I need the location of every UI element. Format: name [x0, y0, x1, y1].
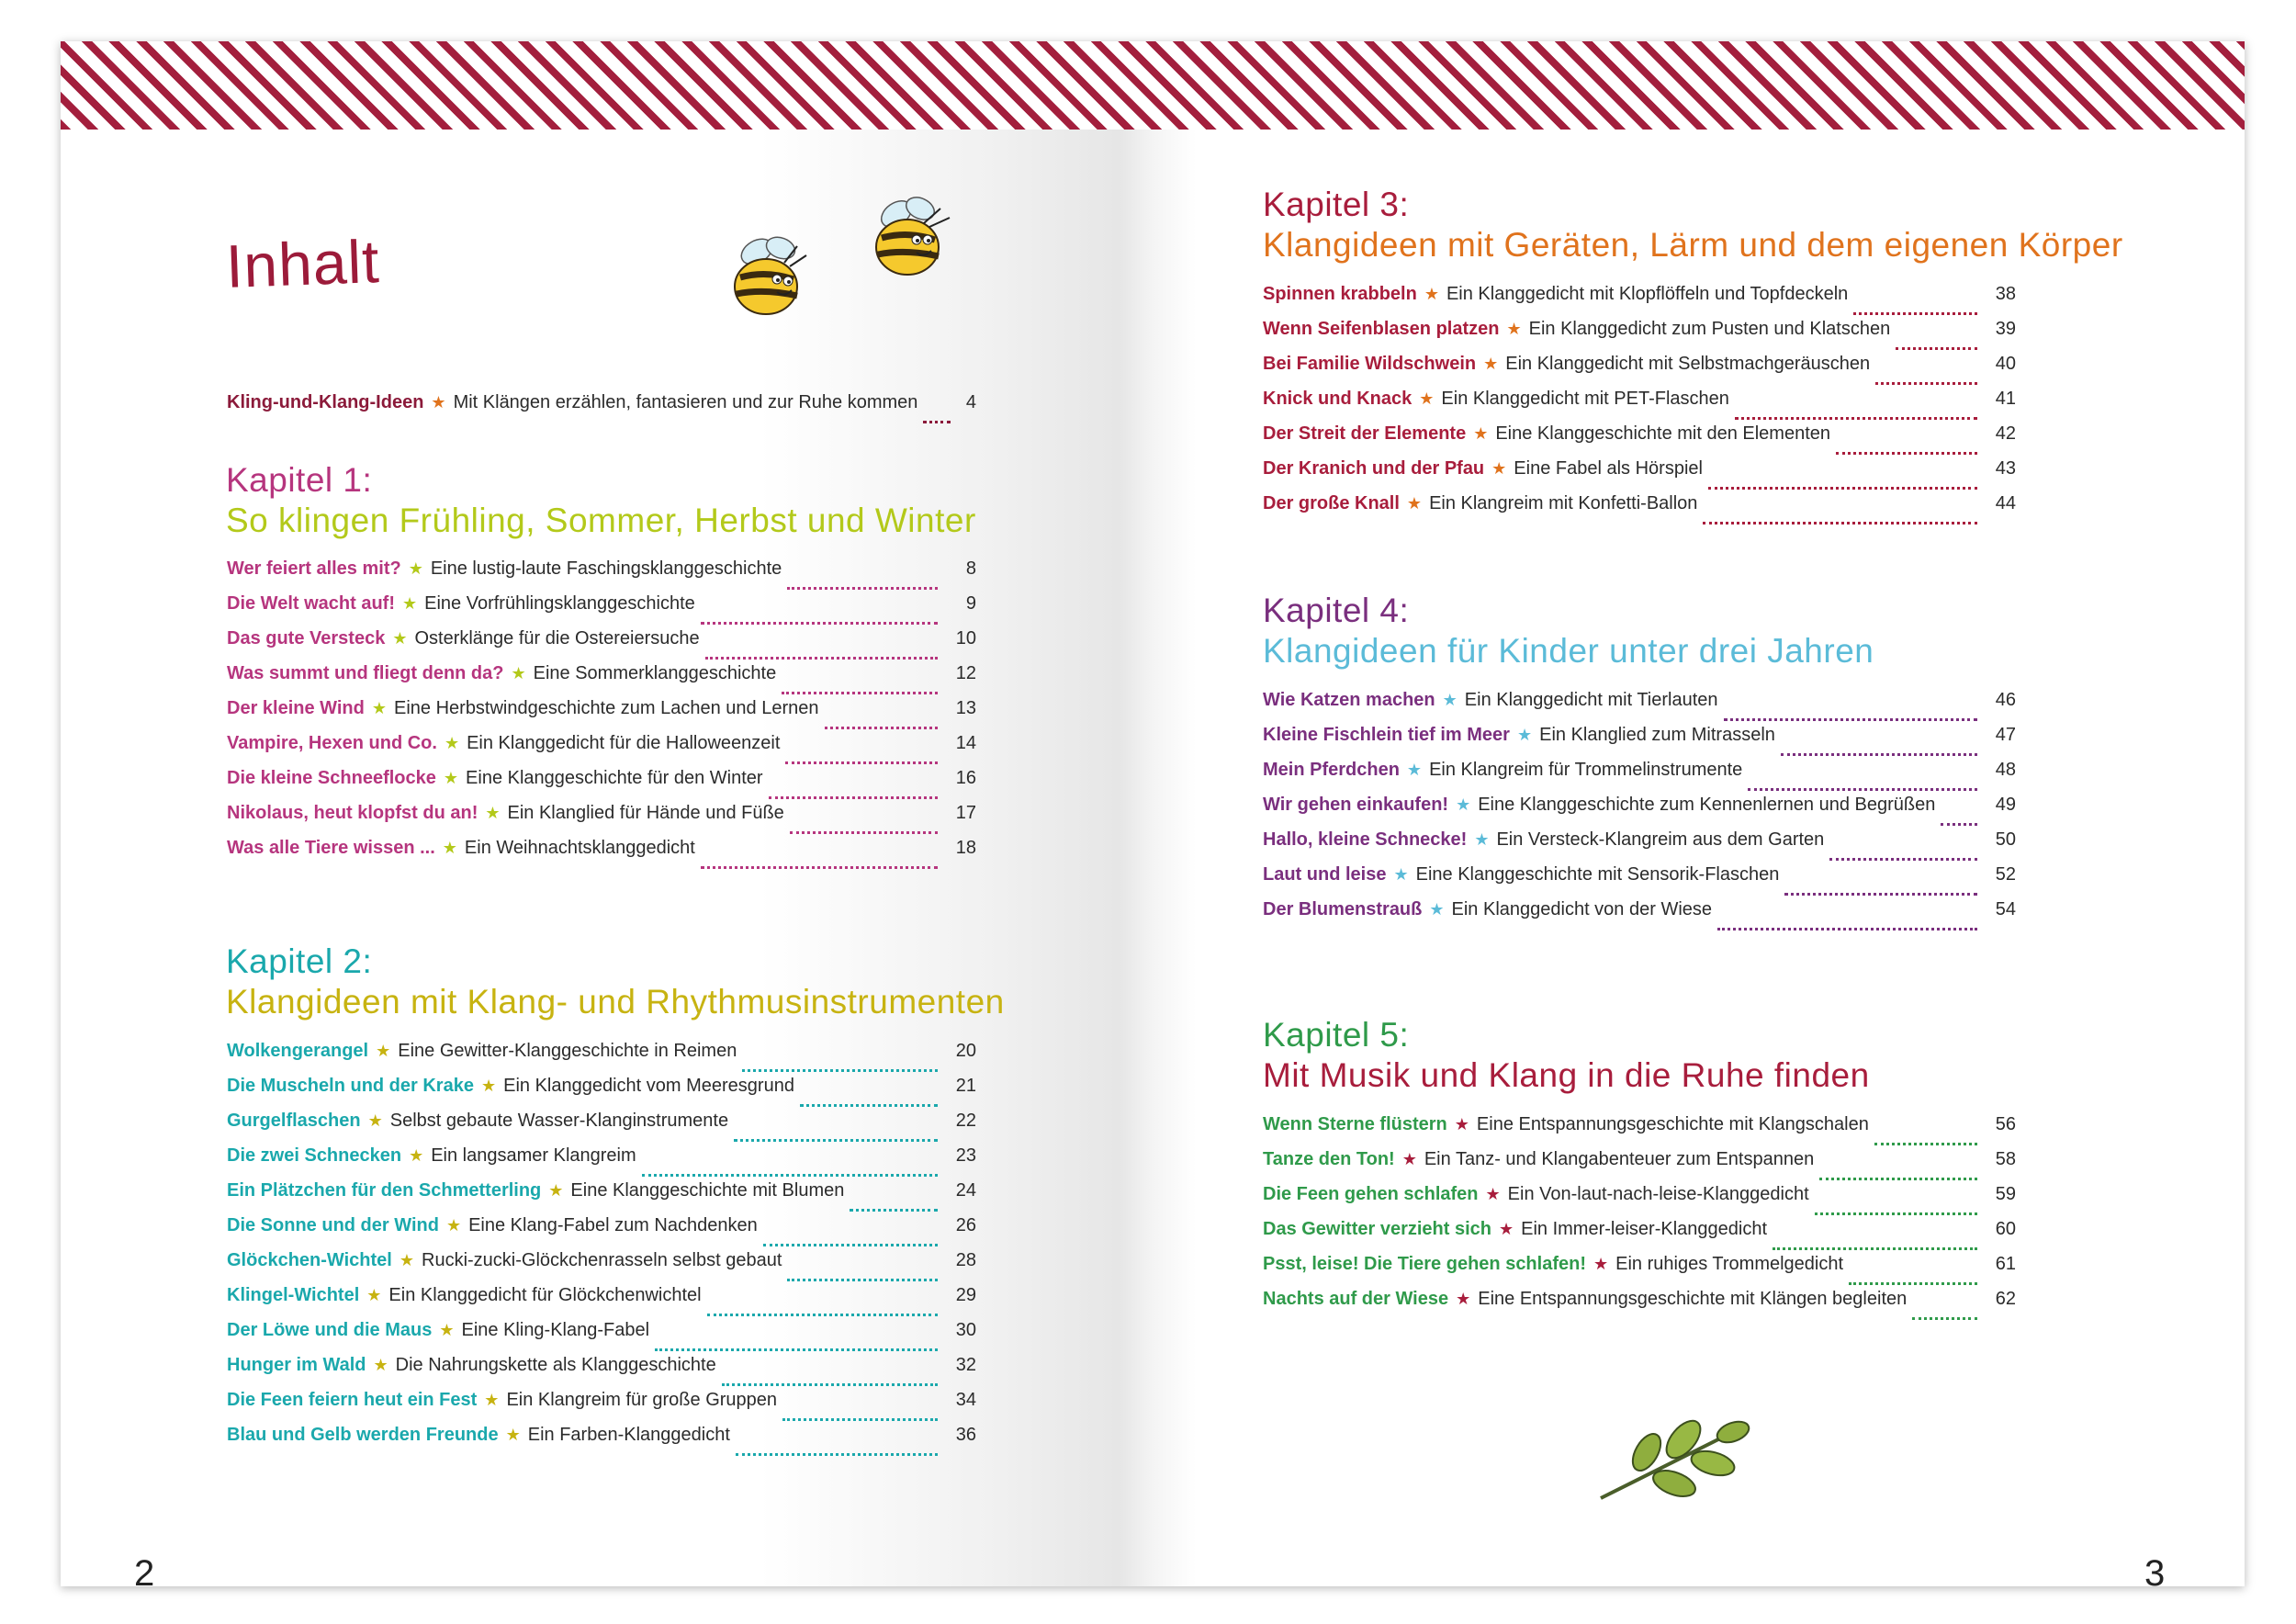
dot-leader — [790, 831, 938, 834]
dot-leader — [742, 1069, 938, 1072]
toc-entry[interactable] — [227, 1250, 976, 1285]
dot-leader — [1724, 718, 1977, 721]
entry-title: Tanze den Ton! — [1263, 1149, 1395, 1169]
entry-description: Ein Klanggedicht für die Halloweenzeit — [467, 733, 781, 753]
entry-page: 13 — [955, 698, 976, 718]
entry-page: 39 — [1995, 319, 2016, 339]
toc-entry[interactable] — [227, 558, 976, 593]
star-icon: ★ — [1483, 355, 1499, 373]
entry-page: 30 — [955, 1320, 976, 1340]
star-icon: ★ — [505, 1426, 521, 1444]
dot-leader — [642, 1174, 938, 1177]
dot-leader — [655, 1348, 938, 1351]
toc-entry[interactable] — [1263, 458, 2016, 493]
toc-entry[interactable] — [1263, 1254, 2016, 1289]
page-number: 3 — [2144, 1553, 2166, 1586]
entry-description: Eine Klanggeschichte mit Blumen — [570, 1180, 845, 1201]
star-icon: ★ — [402, 594, 418, 613]
toc-entry[interactable] — [1263, 354, 2016, 389]
dot-leader — [1875, 382, 1977, 385]
entry-page: 52 — [1995, 864, 2016, 885]
entry-description: Eine Fabel als Hörspiel — [1514, 458, 1703, 479]
entry-page: 38 — [1995, 284, 2016, 304]
right-page — [1153, 130, 2245, 1586]
entry-page: 8 — [965, 558, 976, 579]
entry-title: Der Kranich und der Pfau — [1263, 458, 1485, 479]
entry-page: 43 — [1995, 458, 2016, 479]
dot-leader — [1781, 753, 1977, 756]
entry-page: 23 — [955, 1145, 976, 1166]
entry-page: 16 — [955, 768, 976, 788]
entry-title: Wie Katzen machen — [1263, 690, 1435, 710]
chapter-label: Kapitel 1: — [226, 461, 373, 499]
toc-entry[interactable] — [227, 1145, 976, 1180]
toc-entry[interactable] — [227, 1180, 976, 1215]
chapter-title: Klangideen mit Klang- und Rhythmusinstrumenten — [226, 983, 1005, 1021]
entry-page: 18 — [955, 838, 976, 858]
entry-description: Eine Gewitter-Klanggeschichte in Reimen — [398, 1041, 737, 1061]
entry-page: 9 — [965, 593, 976, 614]
star-icon: ★ — [1456, 795, 1471, 814]
entry-page: 49 — [1995, 795, 2016, 815]
entry-description: Selbst gebaute Wasser-Klanginstrumente — [389, 1111, 729, 1131]
star-icon: ★ — [1506, 320, 1522, 338]
entry-description: Eine Klanggeschichte mit Sensorik-Flaschen — [1415, 864, 1780, 885]
entry-page: 48 — [1995, 760, 2016, 780]
star-icon: ★ — [1516, 726, 1533, 744]
entry-description: Eine Klanggeschichte mit den Elementen — [1495, 423, 1831, 444]
star-icon: ★ — [548, 1181, 564, 1200]
entry-page: 24 — [955, 1180, 976, 1201]
entry-page: 12 — [955, 663, 976, 683]
dot-leader — [1849, 1282, 1977, 1285]
entry-page: 34 — [955, 1390, 976, 1410]
dot-leader — [785, 761, 938, 764]
star-icon: ★ — [366, 1286, 382, 1304]
dot-leader — [763, 1244, 938, 1246]
dot-leader — [825, 727, 938, 729]
dot-leader — [736, 1453, 938, 1456]
chapter-title: Klangideen für Kinder unter drei Jahren — [1263, 632, 1874, 670]
entry-page: 58 — [1995, 1149, 2016, 1169]
toc-entry[interactable] — [227, 1285, 976, 1320]
dot-leader — [1874, 1143, 1977, 1145]
entry-title: Nikolaus, heut klopfst du an! — [227, 803, 478, 823]
entry-page: 17 — [955, 803, 976, 823]
entry-description: Ein Klanggedicht mit Klopflöffeln und Topfdeckeln — [1446, 284, 1849, 304]
entry-page: 61 — [1995, 1254, 2016, 1274]
entry-description: Eine Klang-Fabel zum Nachdenken — [468, 1215, 758, 1235]
entry-title: Der Blumenstrauß — [1263, 899, 1423, 919]
entry-title: Hunger im Wald — [227, 1355, 366, 1375]
chapter-title: Mit Musik und Klang in die Ruhe finden — [1263, 1056, 1870, 1094]
dot-leader — [1717, 928, 1977, 930]
entry-title: Gurgelflaschen — [227, 1111, 361, 1131]
chapter-title: So klingen Frühling, Sommer, Herbst und Winter — [226, 502, 976, 539]
entry-description: Eine Kling-Klang-Fabel — [461, 1320, 650, 1340]
star-icon: ★ — [1491, 459, 1507, 478]
star-icon: ★ — [445, 1216, 462, 1235]
star-icon: ★ — [409, 1146, 424, 1165]
dot-leader — [707, 1314, 938, 1316]
entry-page: 50 — [1995, 829, 2016, 850]
toc-entry[interactable] — [1263, 864, 2016, 899]
entry-description: Eine Herbstwindgeschichte zum Lachen und Lernen — [394, 698, 819, 718]
entry-description: Mit Klängen erzählen, fantasieren und zur Ruhe kommen — [453, 392, 918, 412]
entry-page: 41 — [1995, 389, 2016, 409]
entry-page: 4 — [965, 392, 976, 412]
chapter-label: Kapitel 4: — [1263, 592, 1410, 629]
entry-page: 42 — [1995, 423, 2016, 444]
dot-leader — [701, 866, 938, 869]
entry-page: 60 — [1995, 1219, 2016, 1239]
page-number: 2 — [134, 1553, 155, 1586]
entry-title: Hallo, kleine Schnecke! — [1263, 829, 1468, 850]
toc-entry[interactable] — [1263, 725, 2016, 760]
bee-illustration — [861, 186, 962, 288]
chapter-2-heading — [226, 942, 1005, 1022]
dot-leader — [923, 421, 951, 423]
entry-title: Die Muscheln und der Krake — [227, 1076, 474, 1096]
toc-entry[interactable] — [227, 733, 976, 768]
star-icon: ★ — [1485, 1185, 1501, 1203]
entry-description: Ein Klangreim für Trommelinstrumente — [1429, 760, 1743, 780]
dot-leader — [734, 1139, 938, 1142]
star-icon: ★ — [444, 734, 460, 752]
entry-title: Blau und Gelb werden Freunde — [227, 1425, 499, 1445]
toc-entry[interactable] — [1263, 493, 2016, 528]
chapter-1-heading — [226, 460, 976, 541]
entry-title: Wenn Seifenblasen platzen — [1263, 319, 1500, 339]
entry-page: 36 — [955, 1425, 976, 1445]
entry-page: 44 — [1995, 493, 2016, 513]
toc-entry[interactable] — [227, 1111, 976, 1145]
entry-page: 26 — [955, 1215, 976, 1235]
toc-entry[interactable] — [1263, 899, 2016, 934]
star-icon: ★ — [392, 629, 408, 648]
star-icon: ★ — [439, 1321, 455, 1339]
star-icon: ★ — [408, 559, 423, 578]
star-icon: ★ — [367, 1111, 383, 1130]
leaf-illustration — [1592, 1406, 1757, 1507]
entry-description: Osterklänge für die Ostereiersuche — [414, 628, 700, 648]
dot-leader — [1912, 1317, 1977, 1320]
entry-title: Was summt und fliegt denn da? — [227, 663, 504, 683]
toc-entry[interactable] — [227, 663, 976, 698]
entry-title: Mein Pferdchen — [1263, 760, 1400, 780]
toc-entry[interactable] — [1263, 795, 2016, 829]
star-icon: ★ — [1393, 865, 1409, 884]
toc-entry[interactable] — [227, 1425, 976, 1460]
toc-entry[interactable] — [227, 698, 976, 733]
toc-entry[interactable] — [1263, 389, 2016, 423]
entry-title: Bei Familie Wildschwein — [1263, 354, 1477, 374]
toc-entry[interactable] — [1263, 1184, 2016, 1219]
toc-entry[interactable] — [1263, 690, 2016, 725]
left-page — [61, 130, 1153, 1586]
entry-description: Ein Klanggedicht mit Tierlauten — [1464, 690, 1718, 710]
dot-leader — [769, 796, 938, 799]
entry-title: Wenn Sterne flüstern — [1263, 1114, 1447, 1134]
star-icon: ★ — [399, 1251, 414, 1269]
dot-leader — [787, 1279, 938, 1281]
entry-title: Kleine Fischlein tief im Meer — [1263, 725, 1510, 745]
star-icon: ★ — [1406, 494, 1423, 513]
toc-entry[interactable] — [227, 1041, 976, 1076]
dot-leader — [1703, 522, 1977, 524]
chapter-4-list — [1263, 690, 2016, 934]
entry-page: 14 — [955, 733, 976, 753]
entry-description: Eine Klanggeschichte zum Kennenlernen und Begrüßen — [1478, 795, 1936, 815]
entry-title: Der Löwe und die Maus — [227, 1320, 433, 1340]
entry-description: Ein Immer-leiser-Klanggedicht — [1521, 1219, 1768, 1239]
star-icon: ★ — [373, 1356, 388, 1374]
entry-title: Die kleine Schneeflocke — [227, 768, 436, 788]
entry-description: Eine Vorfrühlingsklanggeschichte — [424, 593, 695, 614]
entry-page: 62 — [1995, 1289, 2016, 1309]
entry-description: Eine lustig-laute Faschingsklanggeschichte — [430, 558, 782, 579]
toc-entry[interactable] — [1263, 319, 2016, 354]
star-icon: ★ — [1406, 761, 1423, 779]
book-spread — [61, 41, 2245, 1586]
entry-title: Die zwei Schnecken — [227, 1145, 402, 1166]
entry-page: 21 — [955, 1076, 976, 1096]
entry-description: Ein Klanggedicht mit Selbstmachgeräuschen — [1505, 354, 1871, 374]
entry-title: Der kleine Wind — [227, 698, 365, 718]
toc-entry[interactable] — [1263, 1219, 2016, 1254]
toc-entry[interactable] — [227, 803, 976, 838]
entry-title: Der Streit der Elemente — [1263, 423, 1467, 444]
toc-entry[interactable] — [227, 1355, 976, 1390]
chapter-label: Kapitel 2: — [226, 942, 373, 980]
entry-description: Die Nahrungskette als Klanggeschichte — [395, 1355, 716, 1375]
chapter-1-list — [227, 558, 976, 873]
entry-page: 46 — [1995, 690, 2016, 710]
chapter-label: Kapitel 3: — [1263, 186, 1410, 223]
entry-description: Ein Tanz- und Klangabenteuer zum Entspannen — [1424, 1149, 1815, 1169]
entry-description: Ein Klangreim mit Konfetti-Ballon — [1429, 493, 1698, 513]
entry-page: 28 — [955, 1250, 976, 1270]
toc-entry[interactable] — [1263, 1149, 2016, 1184]
entry-page: 20 — [955, 1041, 976, 1061]
star-icon: ★ — [485, 804, 501, 822]
dot-leader — [722, 1383, 938, 1386]
toc-entry[interactable] — [1263, 1114, 2016, 1149]
intro-list — [227, 392, 976, 427]
toc-entry[interactable] — [1263, 829, 2016, 864]
dot-leader — [1784, 893, 1977, 896]
star-icon: ★ — [1419, 389, 1435, 408]
chapter-4-heading — [1263, 591, 1874, 671]
star-icon: ★ — [431, 393, 446, 412]
entry-title: Knick und Knack — [1263, 389, 1412, 409]
entry-title: Psst, leise! Die Tiere gehen schlafen! — [1263, 1254, 1586, 1274]
dot-leader — [701, 622, 938, 625]
entry-title: Die Welt wacht auf! — [227, 593, 395, 614]
chapter-3-list — [1263, 284, 2016, 528]
star-icon: ★ — [1454, 1115, 1469, 1133]
star-icon: ★ — [371, 699, 387, 717]
entry-title: Der große Knall — [1263, 493, 1400, 513]
entry-page: 59 — [1995, 1184, 2016, 1204]
entry-page: 40 — [1995, 354, 2016, 374]
page-title: Inhalt — [224, 227, 381, 300]
star-icon: ★ — [480, 1077, 497, 1095]
toc-entry[interactable] — [227, 1390, 976, 1425]
entry-title: Das Gewitter verzieht sich — [1263, 1219, 1491, 1239]
entry-description: Ein Klanggedicht von der Wiese — [1451, 899, 1713, 919]
entry-page: 32 — [955, 1355, 976, 1375]
dot-leader — [1941, 823, 1977, 826]
entry-title: Wer feiert alles mit? — [227, 558, 401, 579]
star-icon: ★ — [1456, 1290, 1471, 1308]
toc-entry[interactable] — [1263, 423, 2016, 458]
star-icon: ★ — [442, 839, 457, 857]
dot-leader — [1773, 1247, 1977, 1250]
entry-page: 54 — [1995, 899, 2016, 919]
entry-page: 47 — [1995, 725, 2016, 745]
chapter-3-heading — [1263, 185, 2123, 265]
entry-description: Ein Klangreim für große Gruppen — [506, 1390, 778, 1410]
chapter-5-heading — [1263, 1015, 1870, 1096]
star-icon: ★ — [484, 1391, 500, 1409]
toc-entry[interactable] — [1263, 284, 2016, 319]
entry-title: Das gute Versteck — [227, 628, 386, 648]
chapter-label: Kapitel 5: — [1263, 1016, 1410, 1054]
dot-leader — [787, 587, 938, 590]
star-icon: ★ — [1424, 285, 1439, 303]
star-icon: ★ — [1474, 830, 1490, 849]
entry-title: Kling-und-Klang-Ideen — [227, 392, 424, 412]
dot-leader — [1748, 788, 1977, 791]
entry-description: Ein Von-laut-nach-leise-Klanggedicht — [1507, 1184, 1809, 1204]
entry-title: Laut und leise — [1263, 864, 1387, 885]
entry-title: Wolkengerangel — [227, 1041, 369, 1061]
entry-description: Ein Klanglied für Hände und Füße — [507, 803, 784, 823]
toc-entry[interactable] — [227, 1320, 976, 1355]
entry-title: Wir gehen einkaufen! — [1263, 795, 1449, 815]
star-icon: ★ — [443, 769, 459, 787]
dot-leader — [1853, 312, 1977, 315]
star-icon: ★ — [376, 1042, 391, 1060]
toc-entry[interactable] — [1263, 760, 2016, 795]
bee-illustration — [720, 226, 821, 327]
entry-description: Ein ruhiges Trommelgedicht — [1615, 1254, 1844, 1274]
entry-title: Die Feen gehen schlafen — [1263, 1184, 1479, 1204]
dot-leader — [1815, 1212, 1977, 1215]
entry-description: Ein Klanggedicht für Glöckchenwichtel — [388, 1285, 702, 1305]
star-icon: ★ — [1401, 1150, 1417, 1168]
star-icon: ★ — [1498, 1220, 1514, 1238]
dot-leader — [782, 692, 938, 694]
entry-description: Eine Klanggeschichte für den Winter — [466, 768, 763, 788]
entry-description: Ein Weihnachtsklanggedicht — [464, 838, 695, 858]
dot-leader — [782, 1418, 938, 1421]
entry-description: Ein Klanglied zum Mitrasseln — [1539, 725, 1775, 745]
star-icon: ★ — [1593, 1255, 1609, 1273]
entry-page: 22 — [955, 1111, 976, 1131]
entry-description: Eine Entspannungsgeschichte mit Klangschalen — [1476, 1114, 1869, 1134]
entry-page: 29 — [955, 1285, 976, 1305]
chapter-2-list — [227, 1041, 976, 1460]
entry-title: Vampire, Hexen und Co. — [227, 733, 437, 753]
dot-leader — [1836, 452, 1977, 455]
entry-description: Rucki-zucki-Glöckchenrasseln selbst gebaut — [422, 1250, 782, 1270]
entry-description: Eine Sommerklanggeschichte — [533, 663, 777, 683]
star-icon: ★ — [511, 664, 526, 682]
entry-description: Ein Versteck-Klangreim aus dem Garten — [1496, 829, 1825, 850]
dot-leader — [1735, 417, 1977, 420]
dot-leader — [800, 1104, 938, 1107]
toc-entry[interactable] — [227, 628, 976, 663]
toc-entry[interactable] — [227, 1215, 976, 1250]
toc-entry[interactable] — [1263, 1289, 2016, 1324]
entry-description: Ein langsamer Klangreim — [431, 1145, 636, 1166]
entry-description: Eine Entspannungsgeschichte mit Klängen begleiten — [1478, 1289, 1908, 1309]
chapter-title: Klangideen mit Geräten, Lärm und dem eigenen Körper — [1263, 226, 2123, 264]
entry-title: Die Feen feiern heut ein Fest — [227, 1390, 478, 1410]
star-icon: ★ — [1429, 900, 1445, 919]
dot-leader — [1708, 487, 1977, 490]
entry-description: Ein Farben-Klanggedicht — [527, 1425, 730, 1445]
entry-title: Die Sonne und der Wind — [227, 1215, 439, 1235]
striped-header-band — [61, 41, 2245, 130]
entry-page: 10 — [955, 628, 976, 648]
entry-title: Nachts auf der Wiese — [1263, 1289, 1449, 1309]
entry-title: Ein Plätzchen für den Schmetterling — [227, 1180, 542, 1201]
star-icon: ★ — [1442, 691, 1458, 709]
dot-leader — [705, 657, 938, 660]
entry-title: Spinnen krabbeln — [1263, 284, 1417, 304]
dot-leader — [850, 1209, 938, 1212]
dot-leader — [1819, 1178, 1977, 1180]
entry-title: Klingel-Wichtel — [227, 1285, 360, 1305]
toc-entry[interactable] — [227, 1076, 976, 1111]
entry-description: Ein Klanggedicht mit PET-Flaschen — [1441, 389, 1729, 409]
toc-entry-intro[interactable] — [227, 392, 976, 427]
dot-leader — [1829, 858, 1977, 861]
star-icon: ★ — [1473, 424, 1489, 443]
entry-page: 56 — [1995, 1114, 2016, 1134]
chapter-5-list — [1263, 1114, 2016, 1324]
entry-description: Ein Klanggedicht zum Pusten und Klatschen — [1528, 319, 1891, 339]
toc-entry[interactable] — [227, 593, 976, 628]
dot-leader — [1896, 347, 1977, 350]
entry-title: Was alle Tiere wissen ... — [227, 838, 435, 858]
toc-entry[interactable] — [227, 768, 976, 803]
entry-title: Glöckchen-Wichtel — [227, 1250, 392, 1270]
entry-description: Ein Klanggedicht vom Meeresgrund — [503, 1076, 794, 1096]
toc-entry[interactable] — [227, 838, 976, 873]
